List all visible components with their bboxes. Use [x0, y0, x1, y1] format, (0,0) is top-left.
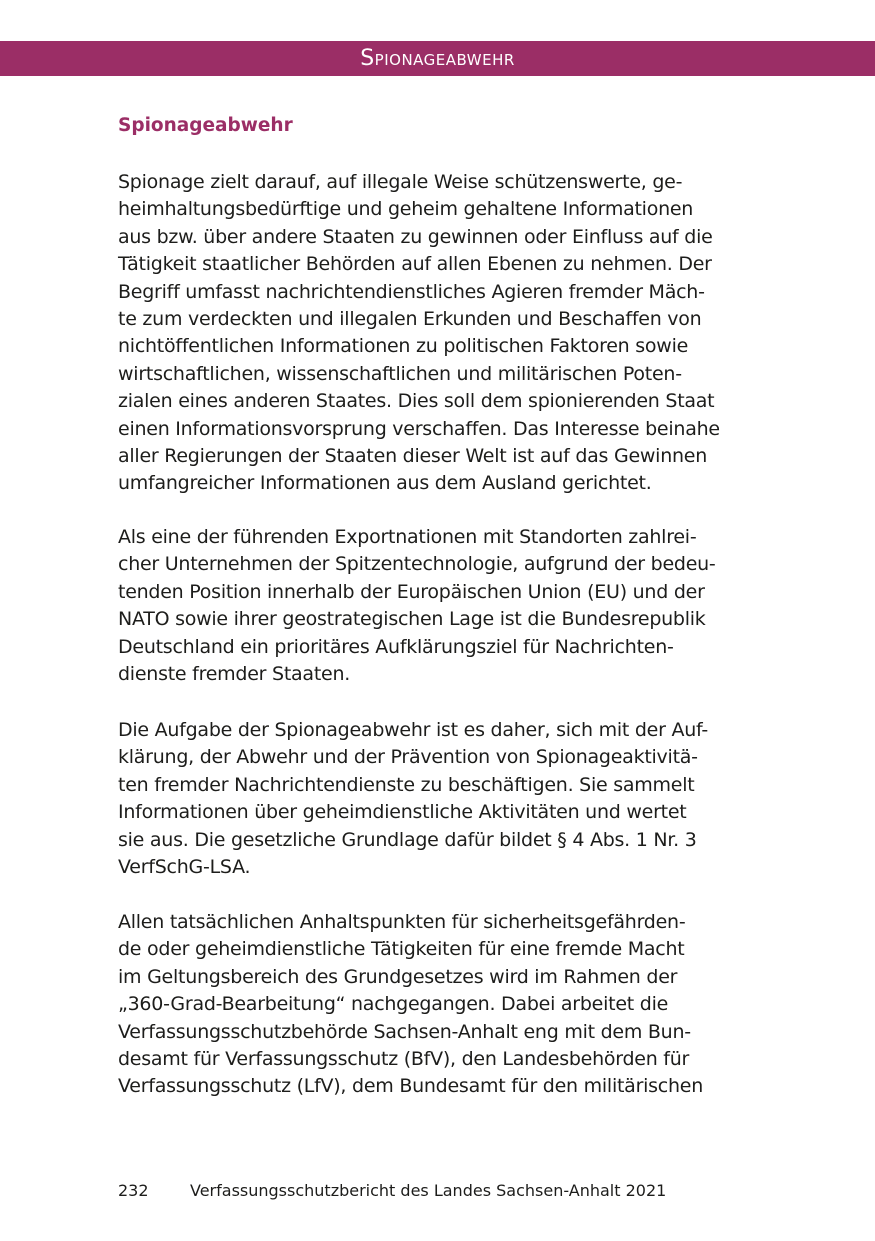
text-line: Begriff umfasst nachrichtendienstliches Agieren fremder Mäch- [118, 280, 705, 303]
text-line: wirtschaftlichen, wissenschaftlichen und militärischen Poten- [118, 362, 682, 385]
text-line: einen Informationsvorsprung verschaffen. Das Interesse beinahe [118, 417, 720, 440]
text-line: „360-Grad-Bearbeitung“ nachgegangen. Dabei arbeitet die [118, 993, 669, 1016]
paragraph-3 [118, 717, 778, 881]
section-heading: Spionageabwehr [118, 115, 293, 136]
text-line: Allen tatsächlichen Anhaltspunkten für sicherheitsgefährden- [118, 911, 686, 933]
text-line: Informationen über geheimdienstliche Aktivitäten und wertet [118, 801, 687, 824]
text-line: Spionage zielt darauf, auf illegale Weise schützenswerte, ge- [118, 171, 683, 193]
text-line: Als eine der führenden Exportnationen mit Standorten zahlrei- [118, 526, 697, 548]
paragraph-4 [118, 909, 778, 1101]
text-line: ten fremder Nachrichtendienste zu beschäftigen. Sie sammelt [118, 773, 695, 796]
chapter-header-bar [0, 41, 875, 76]
text-line: heimhaltungsbedürftige und geheim gehaltene Informationen [118, 198, 694, 221]
publication-title: Verfassungsschutzbericht des Landes Sachsen-Anhalt 2021 [190, 1181, 667, 1200]
text-line: dienste fremder Staaten. [118, 662, 351, 685]
text-line: Verfassungsschutz (LfV), dem Bundesamt für den militärischen [118, 1075, 704, 1098]
text-line: te zum verdeckten und illegalen Erkunden und Beschaffen von [118, 307, 702, 330]
text-line: Tätigkeit staatlicher Behörden auf allen Ebenen zu nehmen. Der [118, 253, 712, 276]
text-line: Die Aufgabe der Spionageabwehr ist es daher, sich mit der Auf- [118, 719, 708, 741]
text-line: im Geltungsbereich des Grundgesetzes wird im Rahmen der [118, 965, 678, 988]
text-line: umfangreicher Informationen aus dem Ausland gerichtet. [118, 472, 652, 495]
text-line: de oder geheimdienstliche Tätigkeiten für eine fremde Macht [118, 938, 685, 961]
text-line: klärung, der Abwehr und der Prävention von Spionageaktivitä- [118, 746, 698, 769]
text-line: tenden Position innerhalb der Europäischen Union (EU) und der [118, 580, 705, 603]
text-line: aus bzw. über andere Staaten zu gewinnen oder Einfluss auf die [118, 225, 713, 248]
text-line: NATO sowie ihrer geostrategischen Lage ist die Bundesrepublik [118, 608, 706, 631]
paragraph-2 [118, 524, 778, 688]
text-line: Verfassungsschutzbehörde Sachsen-Anhalt eng mit dem Bun- [118, 1020, 691, 1043]
text-line: nichtöffentlichen Informationen zu politischen Faktoren sowie [118, 335, 689, 358]
text-line: desamt für Verfassungsschutz (BfV), den Landesbehörden für [118, 1047, 690, 1070]
text-line: VerfSchG-LSA. [118, 855, 251, 878]
text-line: cher Unternehmen der Spitzentechnologie, aufgrund der bedeu- [118, 553, 716, 576]
page-footer [118, 1181, 666, 1200]
text-line: sie aus. Die gesetzliche Grundlage dafür bildet § 4 Abs. 1 Nr. 3 [118, 828, 697, 851]
text-line: Deutschland ein prioritäres Aufklärungsziel für Nachrichten- [118, 635, 674, 658]
text-line: aller Regierungen der Staaten dieser Welt ist auf das Gewinnen [118, 444, 708, 467]
text-line: zialen eines anderen Staates. Dies soll dem spionierenden Staat [118, 390, 715, 413]
paragraph-1 [118, 169, 778, 498]
page-number: 232 [118, 1181, 149, 1200]
chapter-title: Spionageabwehr [360, 46, 515, 71]
